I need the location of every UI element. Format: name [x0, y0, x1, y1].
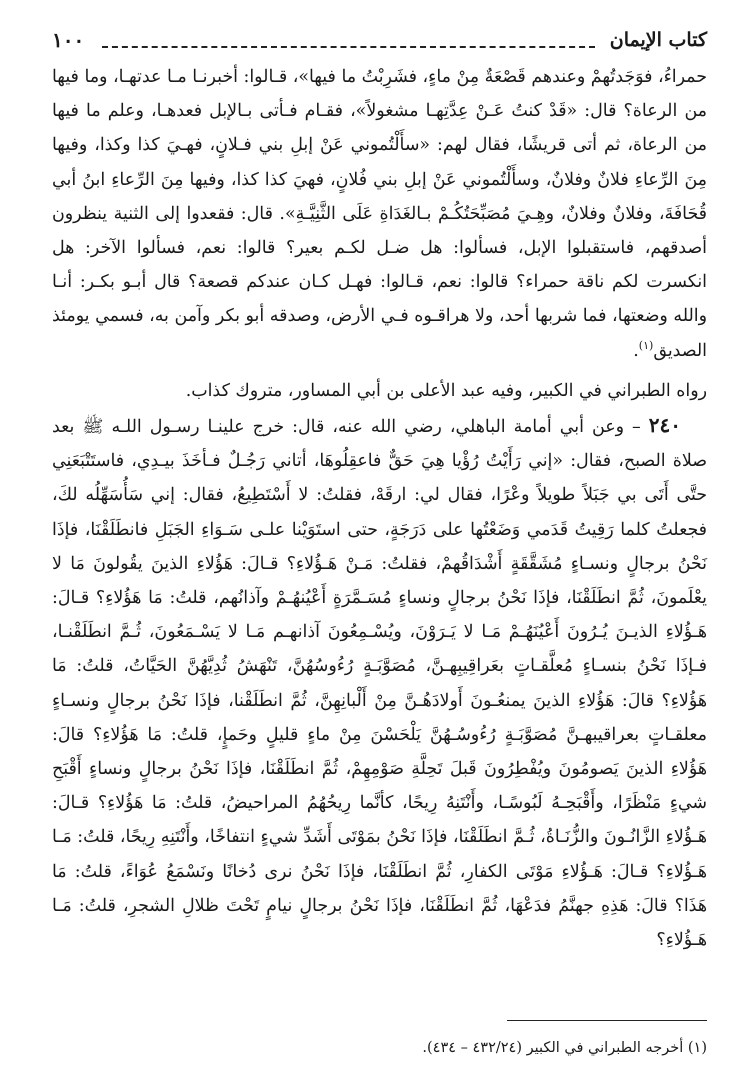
hadith-dash: – — [623, 417, 649, 438]
footnote-reference[interactable]: (١) — [638, 338, 654, 352]
hadith-paragraph — [52, 408, 707, 957]
hadith-text: وعن أبي أمامة الباهلي، رضي الله عنه، قال: خرج علينـا رسـول اللـه ﷺ بعد صلاة الصبح، فقال: «إني رَأَيْتُ رُؤْيا هِيَ حَقٌّ فاعقِلُوهَا، أتاني رَجُـلٌ فـأخَذَ بيـدِي، فاستَتْبَعَنِي حتَّى أَتَى بي جَبَلاً طويلاً وعْرًا، فقال لي: ارقَهْ، فقلتُ: لا أَسْتَطِيعُ، فقال: إني سَأُسَهِّلُه لكَ، فجعلتُ كلما رَقِيتُ قَدَمي وَضَعْتُها على دَرَجَةٍ، حتى استَوَيْنا علـى سَـوَاءِ الجَبَلِ فانطَلَقْنَا، فإذَا نَحْنُ برجالٍ ونسـاءٍ مُشَقَّقَةٍ أَشْدَاقُهمْ، فقلتُ: مَـنْ هَـؤُلاءِ؟ قـالَ: هَؤُلاءِ الذينَ يقُولونَ مَا لا يعْلَمونَ، ثُمَّ انطَلَقْنَا، فإذَا نَحْنُ برجالٍ ونساءٍ مُسَـمَّرَةٍ أَعْيُنهُـمْ وآذانُهم، قلتُ: مَا هَؤُلاءِ؟ قـالَ: هَـؤُلاءِ الذيـنَ يُـرُونَ أَعْيُنَهُـمْ مَـا لا يَـرَوْنَ، ويُسْـمِعُونَ آذانهـم مَـا لا يَسْـمَعُونَ، ثُـمَّ انطَلَقْنـا، فـإذَا نَحْنُ بنسـاءٍ مُعلَّقـاتٍ بعَراقِيبِهـنَّ، مُصَوَّبَـةٍ رُءُوسُهُنَّ، تَنْهَشُ ثُدِيَّهُنَّ الحَيَّاتُ، قلتُ: مَا هَؤُلاءِ؟ قالَ: هَؤُلاءِ الذينَ يمنعُـونَ أَولادَهُـنَّ مِنْ أَلْبانِهِنَّ، ثُمَّ انطَلَقْنا، فإذَا نَحْنُ برجالٍ ونسـاءٍ معلقـاتٍ بعراقيبهـنَّ مُصَوَّبَـةٍ رُءُوسُـهُنَّ يَلْحَسْنَ مِنْ ماءٍ قليلٍ وحَمإٍ، قلتُ: مَا هَؤُلاءِ؟ قالَ: هَؤُلاءِ الذينَ يَصومُونَ ويُفْطِرُونَ قَبلَ تَحِلَّةِ صَوْمِهِمْ، ثُمَّ انطَلَقْنَا، فإذَا نَحْنُ برجالٍ ونساءٍ أَقْبَحِ شيءٍ مَنْظَرًا، وأَقْبَحِـهُ لَبُوسًـا، وأَنْتَنِهُ رِيحًا، كأنَّما رِيحُهُمُ المراحيضُ، قلتُ: مَا هَؤُلاءِ؟ قـالَ: هَـؤُلاءِ الزَّانُـونَ والزُّنَـاةُ، ثُـمَّ انطَلَقْنَا، فإذَا نَحْنُ بمَوْتَى أَشَدِّ شيءٍ انتفاخًا، وأَنْتَنِهِ رِيحًا، قلتُ: مَـا هَـؤُلاءِ؟ قـالَ: هَـؤُلاءِ مَوْتَى الكفارِ، ثُمَّ انطَلَقْنَا، فإذَا نَحْنُ نرى دُخانًا ونَسْمَعُ عُوَاءً، قلتُ: مَا هَذَا؟ قالَ: هَذِهِ جهنَّمُ فدَعْهَا، ثُمَّ انطَلَقْنَا، فإذَا نَحْنُ برجالٍ نيامٍ تَحْتَ ظلالِ الشجرِ، قلتُ: مَـا هَـؤُلاءِ؟ — [52, 417, 707, 951]
footnote-area — [52, 1020, 707, 1059]
paragraph-continuation-text: حمراءُ، فوَجَدتُهمْ وعندهم قَصْعَةٌ مِنْ ماءٍ، فشَرِبْتُ ما فيها»، قـالوا: أخبرنـا مـا عدتهـا، وما فيها من الرعاة؟ قال: «قَدْ كنتُ عَـنْ عِدَّتِهـا مشغولاً»، فقـام فـأتى بـالإبل فعدهـا، وعلم ما فيها من الرعاة، ثم أتى قريشًا، فقال لهم: «سأَلْتُموني عَنْ إبلِ بني فـلانٍ، فهـيَ كذا وكذا، وفيها مِنَ الرِّعاءِ فلانٌ وفلانٌ، وسأَلْتُموني عَنْ إبلِ بني فُلانٍ، فهيَ كذا كذا، وفيها مِنَ الرِّعاءِ ابنُ أبي قُحَافَةَ، وفلانٌ وفلانٌ، وهِـيَ مُصَبِّحَتُكُـمْ بـالغَدَاةِ عَلَى الثَّنِيَّـةِ». قال: فقعدوا إلى الثنية ينظرون أصدقهم، فاستقبلوا الإبل، فسألوا: هل ضـل لكـم بعير؟ قالوا: نعم، فسألوا الآخر: هل انكسرت لكم ناقة حمراء؟ قالوا: نعم، قـالوا: فهـل كـان عندكم قصعة؟ قال أبـو بكـر: أنـا والله وضعتها، فما شربها أحد، ولا هراقـوه فـي الأرض، وصدقه أبو بكر وآمن به، فسمي يومئذ الصديق — [52, 67, 707, 361]
document-page — [52, 18, 707, 1078]
running-header — [52, 18, 707, 58]
footnote-1: (١) أخرجه الطبراني في الكبير (٤٣٢/٢٤ – ٤٣٤). — [422, 1040, 707, 1056]
hadith-number: ٢٤٠ — [648, 413, 681, 438]
page-number: ١٠٠ — [52, 28, 85, 52]
book-title: كتاب الإيمان — [609, 29, 707, 51]
paragraph-continuation — [52, 60, 707, 368]
header-rule — [102, 46, 595, 48]
body-text — [52, 60, 707, 957]
footnote-rule — [507, 1020, 707, 1021]
paragraph-end: . — [633, 340, 639, 361]
source-note: رواه الطبراني في الكبير، وفيه عبد الأعلى بن أبي المساور، متروك كذاب. — [185, 380, 707, 401]
